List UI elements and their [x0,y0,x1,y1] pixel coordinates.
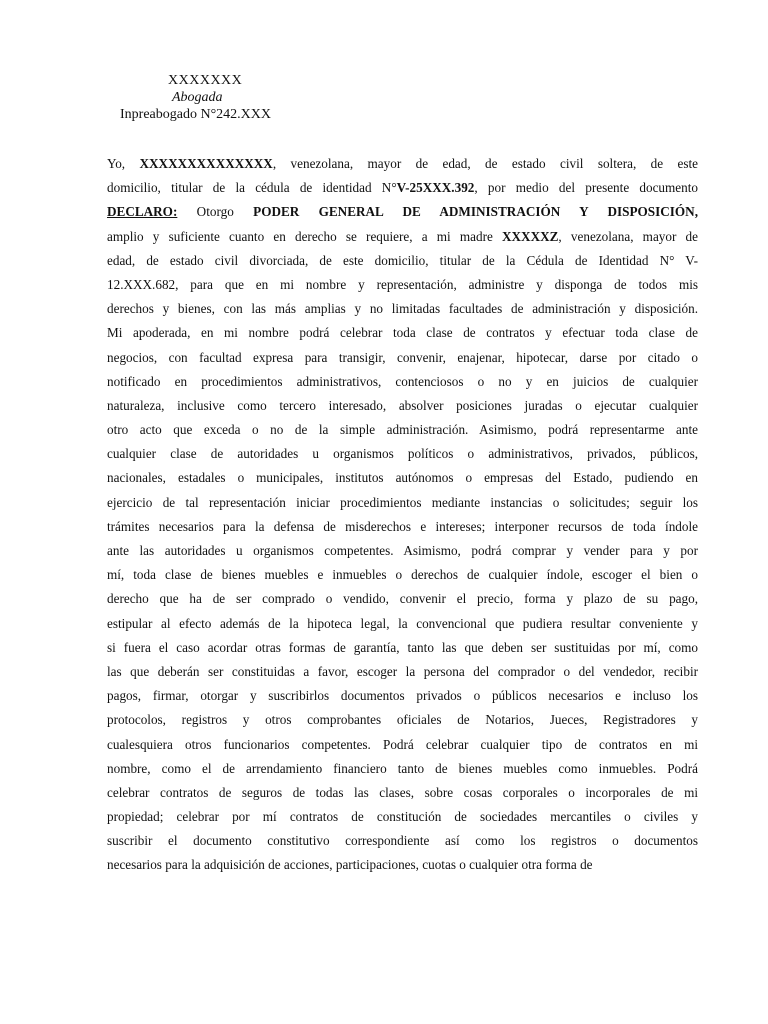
text-line [107,491,698,515]
text-line [107,563,698,587]
text-segment: amplio y suficiente cuanto en derecho se requiere, a mi madre [107,228,502,244]
text-segment: edad, de estado civil divorciada, de este domicilio, titular de la Cédula de Identidad N° V- [107,252,698,268]
letterhead [110,72,310,123]
text-line [107,152,698,176]
text-segment: protocolos, registros y otros comprobantes oficiales de Notarios, Jueces, Registradores y [107,712,698,728]
text-segment: nacionales, estadales o municipales, institutos autónomos o empresas del Estado, pudiendo en [107,470,698,486]
text-segment: estipular al efecto además de la hipoteca legal, la convencional que pudiera resultar conveniente y [107,615,698,631]
text-segment: ante las autoridades u organismos competentes. Asimismo, podrá comprar y vender para y por [107,543,698,558]
text-line [107,757,698,781]
text-line [107,805,698,829]
text-line [107,515,698,539]
text-line [107,346,698,370]
text-line [107,225,698,249]
text-segment: negocios, con facultad expresa para transigir, convenir, enajenar, hipotecar, darse por citado o [107,349,698,365]
text-line [107,539,698,563]
bold-text: XXXXXXXXXXXXXX [139,156,273,171]
bold-text: V-25XXX.392 [396,180,475,196]
text-segment: ejercicio de tal representación iniciar procedimientos mediante instancias o solicitudes; seguir los [107,494,698,510]
text-segment: Yo, [107,156,140,171]
text-segment: , venezolana, mayor de edad, de estado civil soltera, de este [272,156,699,171]
text-segment: las que deberán ser constituidas a favor, escoger la persona del comprador o del vendedor, recibir [107,663,698,679]
text-segment: cualesquiera otros funcionarios competentes. Podrá celebrar cualquier tipo de contratos en mi [107,736,698,752]
text-segment: 12.XXX.682, para que en mi nombre y representación, administre y disponga de todos mis [107,276,698,292]
text-line [107,636,698,660]
text-line [107,321,698,345]
text-line [107,370,698,394]
text-segment: nombre, como el de arrendamiento financiero tanto de bienes muebles como inmuebles. Podrá [107,760,698,776]
text-line [107,418,698,442]
text-segment: otro acto que exceda o no de la simple administración. Asimismo, podrá representarme ante [107,422,698,438]
text-segment: trámites necesarios para la defensa de misderechos e intereses; interponer recursos de toda índole [107,518,698,534]
bold-text: PODER GENERAL DE ADMINISTRACIÓN Y DISPOSICIÓN, [253,204,698,220]
text-line [107,829,698,853]
text-line [107,394,698,418]
text-line [107,684,698,708]
bold-text: XXXXXZ [502,228,559,244]
lawyer-name: XXXXXXX [168,73,243,88]
text-segment: naturaleza, inclusive como tercero interesado, absolver posiciones juradas o ejecutar cualquier [107,397,698,413]
text-line [107,708,698,732]
text-segment: cualquier clase de autoridades u organismos políticos o administrativos, privados, públicos, [107,446,698,462]
text-segment: celebrar contratos de seguros de todas las clases, sobre cosas corporales o incorporales de mi [107,784,698,800]
text-segment: notificado en procedimientos administrativos, contenciosos o no y en juicios de cualquier [107,373,698,389]
bold-text: DECLARO: [107,204,178,220]
lawyer-title: Abogada [172,90,223,105]
text-segment: , venezolana, mayor de [558,228,698,244]
text-line [107,612,698,636]
text-line [107,249,698,273]
text-line [107,200,698,224]
text-segment: derecho que ha de ser comprado o vendido, convenir el precio, forma y plazo de su pago, [107,591,698,607]
text-segment: propiedad; celebrar por mí contratos de constitución de sociedades mercantiles o civiles y [107,809,698,825]
text-segment: pagos, firmar, otorgar y suscribirlos documentos privados o públicos necesarios e incluso los [107,688,698,704]
text-line [107,273,698,297]
text-line [107,297,698,321]
text-segment: Otorgo [177,204,254,220]
text-segment: , por medio del presente documento [474,180,698,196]
text-segment: si fuera el caso acordar otras formas de garantía, tanto las que deben ser sustituidas por mí, como [107,639,698,655]
text-line [107,781,698,805]
text-segment: mí, toda clase de bienes muebles e inmuebles o derechos de cualquier índole, escoger el bien o [107,567,698,583]
registration-number: Inpreabogado N°242.XXX [120,107,272,122]
text-segment: derechos y bienes, con las más amplias y no limitadas facultades de administración y disposición. [107,301,698,317]
text-line [107,733,698,757]
text-segment: Mi apoderada, en mi nombre podrá celebrar toda clase de contratos y efectuar toda clase de [107,325,698,341]
text-segment: domicilio, titular de la cédula de identidad N° [107,180,397,196]
text-line [107,176,698,200]
text-line [107,660,698,684]
text-line [107,587,698,611]
text-line [107,853,698,877]
power-of-attorney-paragraph [107,152,698,878]
text-line [107,442,698,466]
text-segment: suscribir el documento constitutivo correspondiente así como los registros o documentos [107,833,698,849]
text-line [107,466,698,490]
text-segment: necesarios para la adquisición de acciones, participaciones, cuotas o cualquier otra forma de [107,857,593,873]
